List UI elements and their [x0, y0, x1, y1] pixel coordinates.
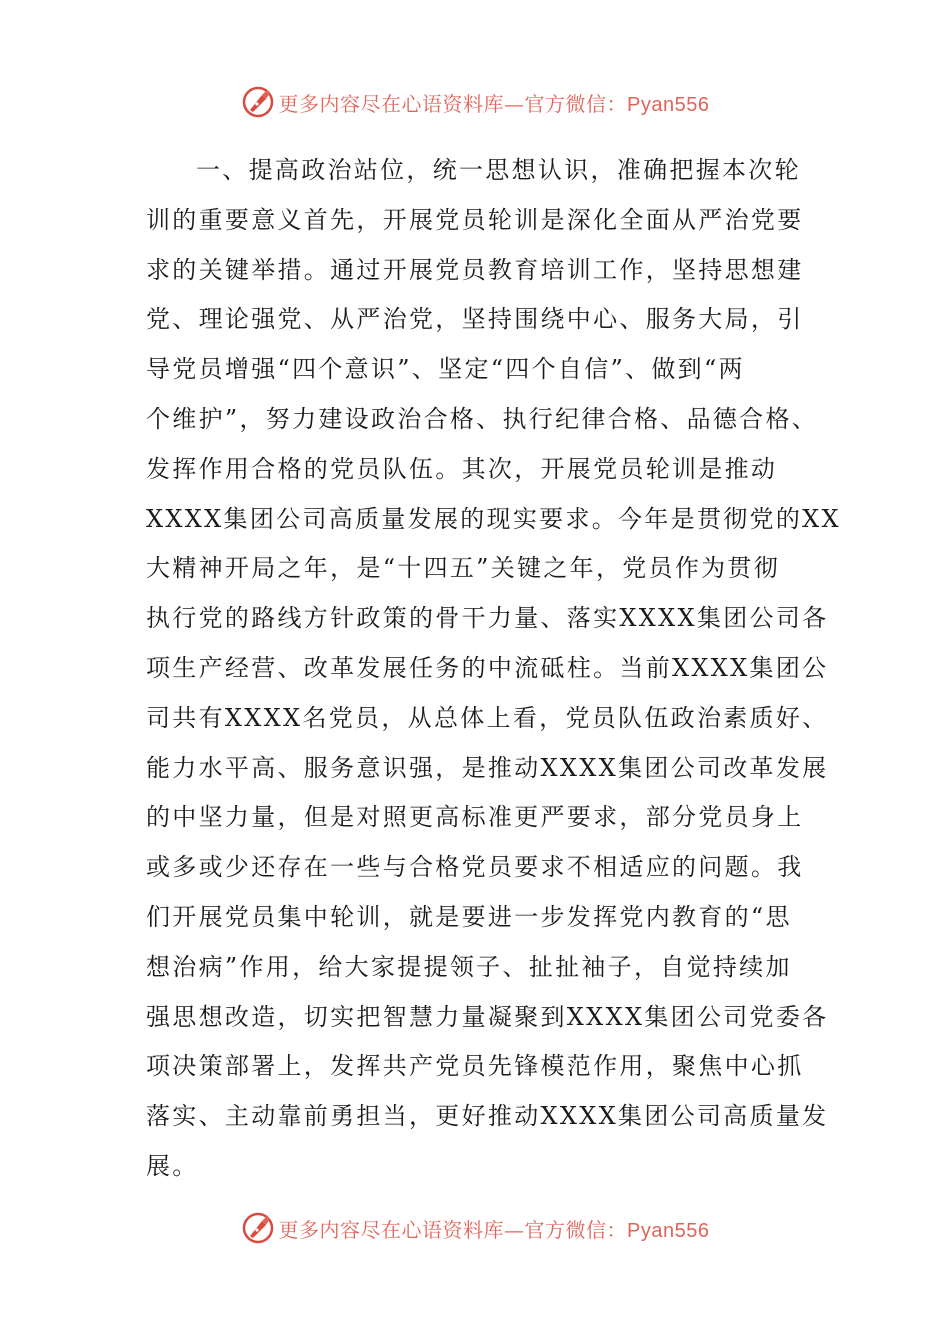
text-line: 项决策部署上，发挥共产党员先锋模范作用，聚焦中心抓	[146, 1052, 804, 1081]
text-line: 训的重要意义首先，开展党员轮训是深化全面从严治党要	[146, 205, 804, 234]
text-line: 个维护”，努力建设政治合格、执行纪律合格、品德合格、	[146, 404, 819, 433]
wechat-id: Pyan556	[627, 1219, 710, 1242]
text-line: 一、提高政治站位，统一思想认识，准确把握本次轮	[196, 156, 801, 184]
text-line: 展。	[146, 1151, 199, 1180]
text-line: 的中坚力量，但是对照更高标准更严要求，部分党员身上	[146, 803, 804, 832]
wechat-id: Pyan556	[627, 93, 710, 116]
document-body	[146, 146, 841, 1192]
text-line: 大精神开局之年，是“十四五”关键之年，党员作为贯彻	[146, 554, 781, 583]
text-line: 求的关键举措。通过开展党员教育培训工作，坚持思想建	[146, 255, 804, 284]
text-line: XXXX集团公司高质量发展的现实要求。今年是贯彻党的XX	[146, 504, 841, 533]
text-line: 强思想改造，切实把智慧力量凝聚到XXXX集团公司党委各	[146, 1002, 829, 1031]
text-line: 导党员增强“四个意识”、坚定“四个自信”、做到“两	[146, 355, 745, 384]
footer-banner	[0, 1208, 950, 1248]
text-line: 党、理论强党、从严治党，坚持围绕中心、服务大局，引	[146, 305, 804, 334]
text-line: 们开展党员集中轮训，就是要进一步发挥党内教育的“思	[146, 902, 792, 931]
pen-nib-icon	[241, 1211, 275, 1245]
text-line: 发挥作用合格的党员队伍。其次，开展党员轮训是推动	[146, 454, 778, 483]
pen-nib-icon	[241, 85, 275, 119]
text-line: 想治病”作用，给大家提提领子、扯扯袖子，自觉持续加	[146, 952, 792, 981]
text-line: 执行党的路线方针政策的骨干力量、落实XXXX集团公司各	[146, 604, 829, 633]
text-line: 能力水平高、服务意识强，是推动XXXX集团公司改革发展	[146, 753, 829, 782]
text-line: 落实、主动靠前勇担当，更好推动XXXX集团公司高质量发	[146, 1102, 829, 1131]
banner-text: 更多内容尽在心语资料库—官方微信：Pyan556	[278, 91, 710, 116]
text-line: 司共有XXXX名党员，从总体上看，党员队伍政治素质好、	[146, 703, 829, 732]
banner-text: 更多内容尽在心语资料库—官方微信：Pyan556	[278, 1217, 710, 1242]
text-line: 项生产经营、改革发展任务的中流砥柱。当前XXXX集团公	[146, 653, 829, 682]
header-banner	[0, 82, 950, 122]
text-line: 或多或少还存在一些与合格党员要求不相适应的问题。我	[146, 853, 804, 882]
